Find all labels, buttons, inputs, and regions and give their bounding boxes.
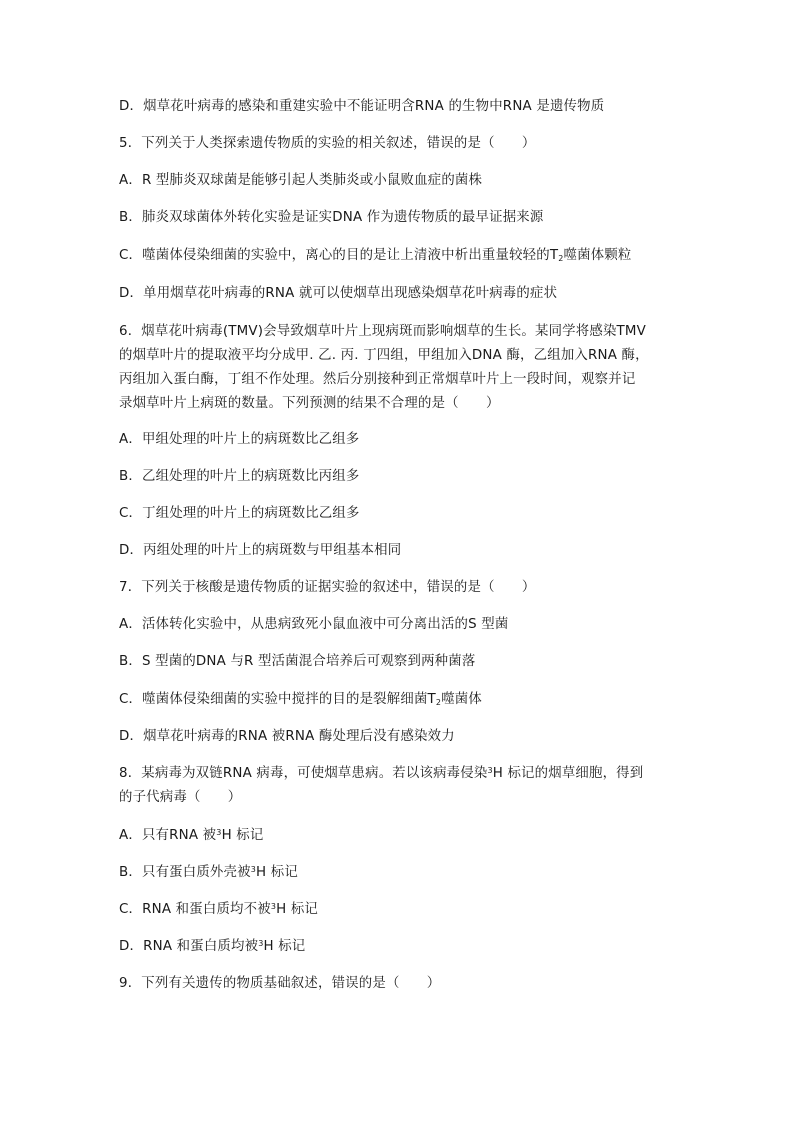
- q8-option-b-text-end: H 标记: [256, 865, 298, 880]
- q8-option-a-superscript: 3: [216, 828, 222, 837]
- q8-stem-superscript: 3: [487, 766, 493, 775]
- q8-option-a-text-end: H 标记: [221, 828, 264, 843]
- q7-option-c: [119, 688, 679, 712]
- q6-stem-line-4: 录烟草叶片上病斑的数量。下列预测的结果不合理的是（ ）: [119, 396, 500, 411]
- q8-stem-text-end: H 标记的烟草细胞，得到: [492, 766, 644, 781]
- q8-stem-text: 8．某病毒为双链RNA 病毒，可使烟草患病。若以该病毒侵染: [119, 766, 488, 781]
- q7-option-c-text: C．噬菌体侵染细菌的实验中搅拌的目的是裂解细菌T: [119, 692, 436, 707]
- q8-stem-line-2: 的子代病毒（ ）: [119, 790, 242, 805]
- q8-option-c: [119, 898, 679, 922]
- q6-stem-line-1: 6．烟草花叶病毒(TMV)会导致烟草叶片上现病斑而影响烟草的生长。某同学将感染TMV: [119, 324, 647, 339]
- q6-stem-line-2: 的烟草叶片的提取液平均分成甲. 乙. 丙. 丁四组，甲组加入DNA 酶，乙组加入RNA 酶，: [119, 348, 649, 363]
- q6-option-c: C．丁组处理的叶片上的病斑数比乙组多: [119, 506, 360, 521]
- q5-option-c: [119, 244, 679, 268]
- q7-option-c-text-end: 噬菌体: [441, 692, 482, 707]
- q7-option-a: A．活体转化实验中，从患病致死小鼠血液中可分离出活的S 型菌: [119, 617, 509, 632]
- q6-option-b: B．乙组处理的叶片上的病斑数比丙组多: [119, 469, 360, 484]
- q5-option-b: B．肺炎双球菌体外转化实验是证实DNA 作为遗传物质的最早证据来源: [119, 210, 544, 225]
- q8-option-d-superscript: 3: [258, 939, 264, 948]
- q8-option-c-superscript: 3: [270, 902, 277, 911]
- q4-option-d: D．烟草花叶病毒的感染和重建实验中不能证明含RNA 的生物中RNA 是遗传物质: [119, 99, 605, 114]
- q8-option-c-text-end: H 标记: [276, 902, 319, 917]
- q5-option-a: A．R 型肺炎双球菌是能够引起人类肺炎或小鼠败血症的菌株: [119, 173, 483, 188]
- q8-option-d-text-end: H 标记: [263, 939, 306, 954]
- q8-option-c-text: C．RNA 和蛋白质均不被: [119, 902, 271, 917]
- q9-stem: 9．下列有关遗传的物质基础叙述，错误的是（ ）: [119, 976, 441, 991]
- q7-option-d: D．烟草花叶病毒的RNA 被RNA 酶处理后没有感染效力: [119, 729, 455, 744]
- q8-option-d: [119, 935, 679, 959]
- q8-option-b-text: B．只有蛋白质外壳被: [119, 865, 251, 880]
- q5-option-d: D．单用烟草花叶病毒的RNA 就可以使烟草出现感染烟草花叶病毒的症状: [119, 286, 558, 301]
- q7-stem: 7．下列关于核酸是遗传物质的证据实验的叙述中，错误的是（ ）: [119, 580, 536, 595]
- q7-option-b: B．S 型菌的DNA 与R 型活菌混合培养后可观察到两种菌落: [119, 654, 476, 669]
- q8-option-b-superscript: 3: [250, 865, 256, 874]
- q5-option-c-text: C．噬菌体侵染细菌的实验中，离心的目的是让上清液中析出重量较轻的T: [119, 248, 559, 263]
- q6-stem-line-3: 丙组加入蛋白酶，丁组不作处理。然后分别接种到正常烟草叶片上一段时间，观察并记: [119, 372, 636, 387]
- q8-option-b: [119, 861, 679, 885]
- q8-stem-line-1: [119, 762, 679, 786]
- q8-option-a-text: A．只有RNA 被: [119, 828, 217, 843]
- q5-option-c-text-end: 噬菌体颗粒: [563, 248, 632, 263]
- q5-option-c-subscript: 2: [558, 254, 564, 263]
- q7-option-c-subscript: 2: [435, 698, 442, 707]
- q6-option-a: A．甲组处理的叶片上的病斑数比乙组多: [119, 432, 360, 447]
- q8-option-a: [119, 824, 679, 848]
- q8-option-d-text: D．RNA 和蛋白质均被: [119, 939, 259, 954]
- q5-stem: 5．下列关于人类探索遗传物质的实验的相关叙述，错误的是（ ）: [119, 136, 536, 151]
- q6-option-d: D．丙组处理的叶片上的病斑数与甲组基本相同: [119, 543, 402, 558]
